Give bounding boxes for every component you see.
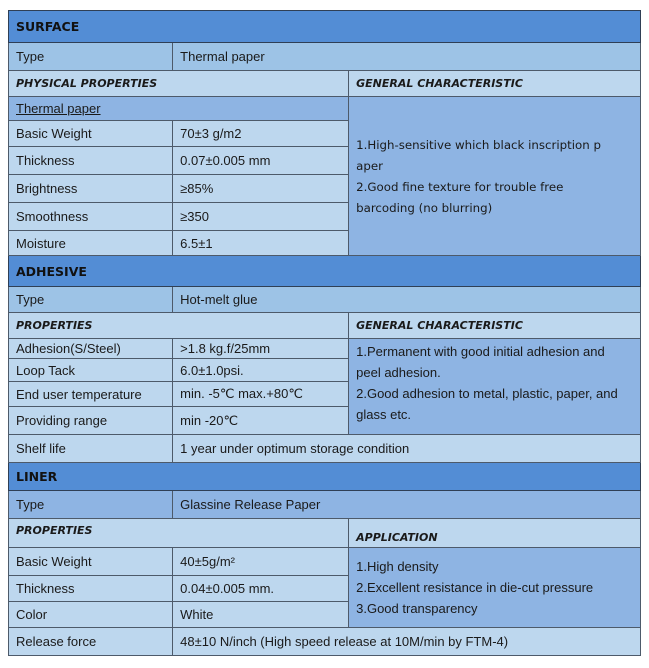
- characteristics-cell: [349, 339, 641, 435]
- property-label: Brightness: [9, 175, 173, 203]
- property-value: 40±5g/m²: [173, 548, 349, 576]
- section-header-adhesive: [9, 256, 641, 287]
- property-label: Thickness: [9, 576, 173, 602]
- application-line: 2.Excellent resistance in die-cut pressure: [356, 580, 594, 595]
- characteristic-header: GENERAL CHARACTERISTIC: [349, 71, 641, 97]
- type-value: Thermal paper: [173, 43, 641, 71]
- characteristic-line: peel adhesion.: [356, 365, 441, 380]
- properties-header-row: [9, 313, 641, 339]
- property-row: [9, 339, 641, 359]
- property-label: Smoothness: [9, 203, 173, 231]
- section-title: ADHESIVE: [9, 256, 641, 287]
- subheading: Thermal paper: [16, 101, 101, 116]
- properties-header: PROPERTIES: [9, 519, 349, 548]
- property-label: Adhesion(S/Steel): [9, 339, 173, 359]
- application-line: 1.High density: [356, 559, 439, 574]
- section-header-surface: [9, 11, 641, 43]
- property-label: Basic Weight: [9, 121, 173, 147]
- property-value: min. -5℃ max.+80℃: [173, 382, 349, 407]
- property-value: 6.5±1: [173, 231, 349, 256]
- property-label: Loop Tack: [9, 359, 173, 382]
- release-force-value: 48±10 N/inch (High speed release at 10M/min by FTM-4): [173, 628, 641, 656]
- type-label: Type: [9, 491, 173, 519]
- characteristic-line: 1.High-sensitive which black inscription p: [356, 138, 601, 152]
- type-label: Type: [9, 287, 173, 313]
- property-label: Thickness: [9, 147, 173, 175]
- property-label: Providing range: [9, 407, 173, 435]
- characteristic-line: 2.Good adhesion to metal, plastic, paper, and: [356, 386, 618, 401]
- property-row: [9, 548, 641, 576]
- application-cell: [349, 548, 641, 628]
- section-header-liner: [9, 463, 641, 491]
- property-value: >1.8 kg.f/25mm: [173, 339, 349, 359]
- characteristic-line: 2.Good fine texture for trouble free: [356, 180, 564, 194]
- shelf-life-row: [9, 435, 641, 463]
- type-value: Glassine Release Paper: [173, 491, 641, 519]
- property-label: Color: [9, 602, 173, 628]
- type-row: [9, 287, 641, 313]
- type-value: Hot-melt glue: [173, 287, 641, 313]
- type-label: Type: [9, 43, 173, 71]
- shelf-life-label: Shelf life: [9, 435, 173, 463]
- properties-header-row: [9, 71, 641, 97]
- characteristic-line: 1.Permanent with good initial adhesion and: [356, 344, 605, 359]
- spec-table: [8, 10, 641, 656]
- properties-header: PHYSICAL PROPERTIES: [9, 71, 349, 97]
- property-value: 0.04±0.005 mm.: [173, 576, 349, 602]
- characteristic-line: aper: [356, 159, 383, 173]
- characteristic-header: GENERAL CHARACTERISTIC: [349, 313, 641, 339]
- properties-header-row: [9, 519, 641, 548]
- release-force-row: [9, 628, 641, 656]
- section-title: LINER: [9, 463, 641, 491]
- property-label: End user temperature: [9, 382, 173, 407]
- properties-header: PROPERTIES: [9, 313, 349, 339]
- characteristic-line: glass etc.: [356, 407, 412, 422]
- property-label: Moisture: [9, 231, 173, 256]
- type-row: [9, 43, 641, 71]
- section-title: SURFACE: [9, 11, 641, 43]
- characteristic-line: barcoding (no blurring): [356, 201, 493, 215]
- property-value: White: [173, 602, 349, 628]
- property-value: 70±3 g/m2: [173, 121, 349, 147]
- application-header: APPLICATION: [349, 519, 641, 548]
- characteristics-cell: [349, 97, 641, 256]
- property-value: 0.07±0.005 mm: [173, 147, 349, 175]
- property-value: min -20℃: [173, 407, 349, 435]
- type-row: [9, 491, 641, 519]
- property-value: ≥350: [173, 203, 349, 231]
- application-line: 3.Good transparency: [356, 601, 478, 616]
- property-label: Basic Weight: [9, 548, 173, 576]
- shelf-life-value: 1 year under optimum storage condition: [173, 435, 641, 463]
- subheading-row: [9, 97, 641, 121]
- property-value: ≥85%: [173, 175, 349, 203]
- release-force-label: Release force: [9, 628, 173, 656]
- property-value: 6.0±1.0psi.: [173, 359, 349, 382]
